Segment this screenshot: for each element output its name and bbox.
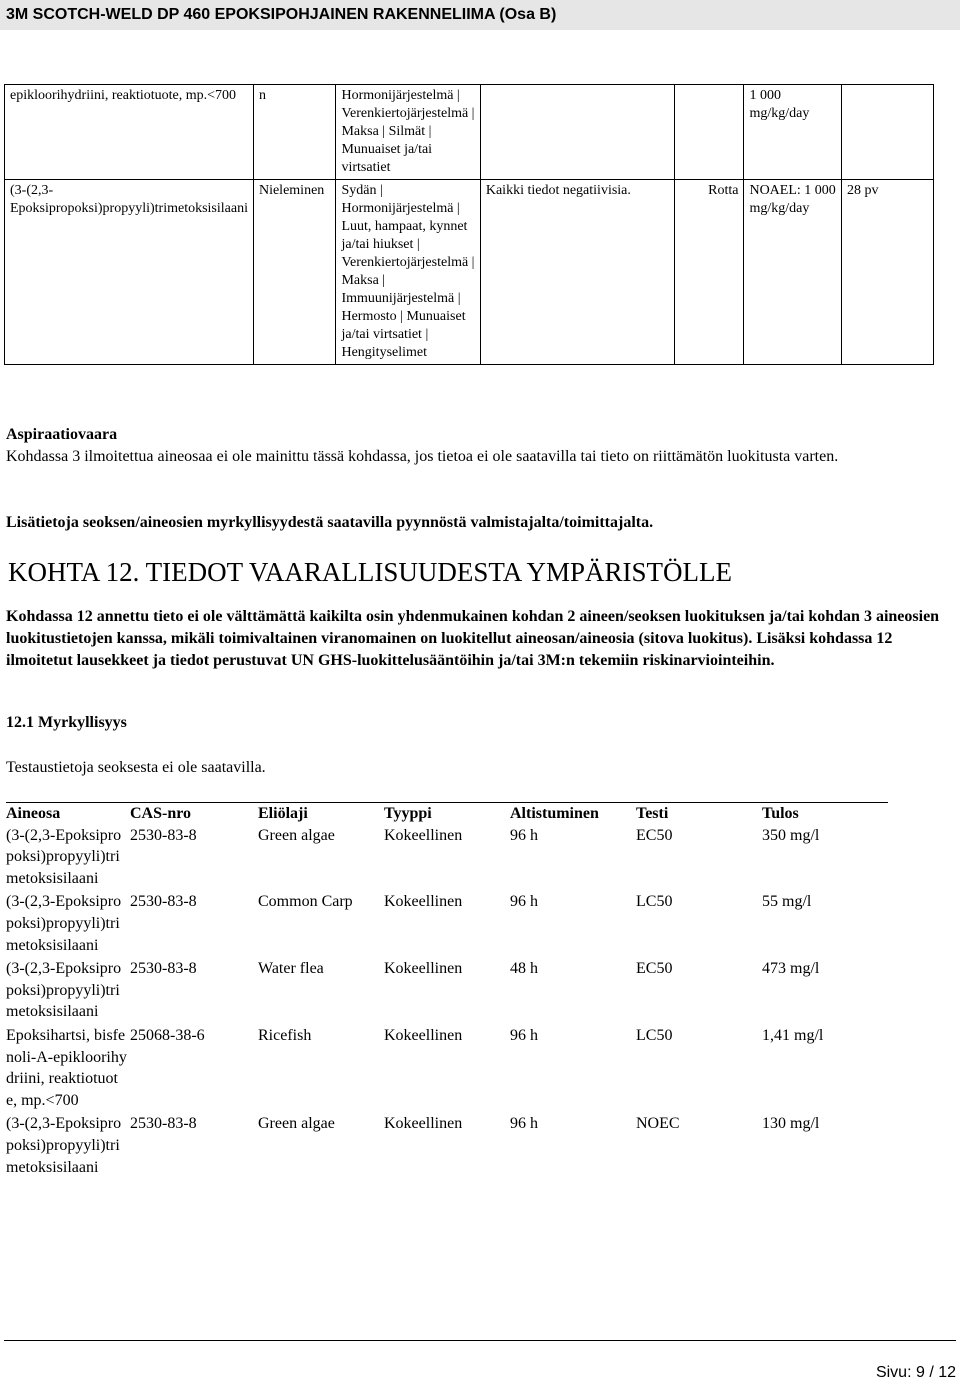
cell-organism: Common Carp: [258, 893, 353, 911]
species: Rotta: [675, 180, 744, 365]
cell-cas: 2530-83-8: [130, 960, 197, 978]
cell-exposure: 96 h: [510, 1115, 538, 1133]
table-row: [5, 180, 934, 365]
duration: 28 pv: [842, 180, 934, 365]
test-value: 1 000 mg/kg/day: [744, 85, 842, 180]
column-header-result: Tulos: [762, 803, 888, 825]
substance-name: epikloorihydriini, reaktiotuote, mp.<700: [5, 85, 254, 180]
cell-organism: Green algae: [258, 1115, 335, 1133]
column-header-exposure: Altistuminen: [510, 803, 636, 825]
cell-substance: (3-(2,3-Epoksipropoksi)propyyli)trimetoksisilaani: [6, 1115, 122, 1176]
cell-type: Kokeellinen: [384, 1026, 463, 1044]
test-value: NOAEL: 1 000 mg/kg/day: [744, 180, 842, 365]
cell-exposure: 96 h: [510, 1026, 538, 1044]
cell-cas: 2530-83-8: [130, 893, 197, 911]
cell-substance: (3-(2,3-Epoksipropoksi)propyyli)trimetoksisilaani: [6, 893, 122, 954]
cell-test: NOEC: [636, 1115, 680, 1133]
document-header: 3M SCOTCH-WELD DP 460 EPOKSIPOHJAINEN RAKENNELIIMA (Osa B): [0, 0, 960, 30]
test-result: Kaikki tiedot negatiivisia.: [480, 180, 674, 365]
table-body: [6, 825, 888, 1181]
cell-organism: Ricefish: [258, 1026, 312, 1044]
cell-result: 130 mg/l: [762, 1115, 820, 1133]
cell-organism: Green algae: [258, 826, 335, 844]
section-12-heading: KOHTA 12. TIEDOT VAARALLISUUDESTA YMPÄRISTÖLLE: [8, 557, 732, 587]
table-header-row: [6, 803, 888, 825]
cell-test: LC50: [636, 893, 673, 911]
footer-divider: [4, 1340, 956, 1341]
subsection-heading: 12.1 Myrkyllisyys: [6, 714, 127, 731]
aspiration-section: [6, 424, 950, 468]
column-header-cas: CAS-nro: [130, 803, 258, 825]
cell-test: EC50: [636, 960, 673, 978]
species: [675, 85, 744, 180]
cell-type: Kokeellinen: [384, 893, 463, 911]
cell-cas: 2530-83-8: [130, 826, 197, 844]
cell-exposure: 96 h: [510, 893, 538, 911]
ecotoxicity-table: [6, 802, 888, 1180]
aspiration-title: Aspiraatiovaara: [6, 426, 118, 443]
cell-exposure: 96 h: [510, 826, 538, 844]
cell-cas: 25068-38-6: [130, 1026, 205, 1044]
table-row: [6, 1113, 888, 1180]
additional-info: Lisätietoja seoksen/aineosien myrkyllisyydestä saatavilla pyynnöstä valmistajalta/toimittajalta.: [6, 514, 654, 531]
cell-cas: 2530-83-8: [130, 1115, 197, 1133]
cell-substance: (3-(2,3-Epoksipropoksi)propyyli)trimetoksisilaani: [6, 826, 122, 887]
target-organs: Hormonijärjestelmä | Verenkiertojärjestelmä | Maksa | Silmät | Munuaiset ja/tai virtsatiet: [336, 85, 480, 180]
cell-organism: Water flea: [258, 960, 324, 978]
cell-result: 350 mg/l: [762, 826, 820, 844]
table-row: [6, 1025, 888, 1113]
cell-substance: Epoksihartsi, bisfenoli-A-epikloorihydriini, reaktiotuote, mp.<700: [6, 1026, 127, 1109]
section-12-intro: Kohdassa 12 annettu tieto ei ole välttämättä kaikilta osin yhdenmukainen kohdan 2 aineen/seoksen luokituksen ja/tai kohdan 3 aineosien luokitustietojen kanssa, mikäli toimivaltainen viranomainen on luokitellut aineosan/aineosia (sitova luokitus). Lisäksi kohdassa 12 ilmoitetut lausekkeet ja tiedot perustuvat UN GHS-luokittelusääntöihin ja/tai 3M:n tekemiin riskinarviointeihin.: [6, 608, 940, 669]
cell-type: Kokeellinen: [384, 960, 463, 978]
page-number: Sivu: 9 / 12: [875, 1364, 956, 1381]
column-header-test: Testi: [636, 803, 762, 825]
exposure-route: n: [253, 85, 336, 180]
test-result: [480, 85, 674, 180]
exposure-route: Nieleminen: [253, 180, 336, 365]
substance-name: (3-(2,3-Epoksipropoksi)propyyli)trimetoksisilaani: [5, 180, 254, 365]
table-row: [5, 85, 934, 180]
target-organs: Sydän | Hormonijärjestelmä | Luut, hampaat, kynnet ja/tai hiukset | Verenkiertojärjestelmä | Maksa | Immuunijärjestelmä | Hermosto | Munuaiset ja/tai virtsatiet | Hengityselimet: [336, 180, 480, 365]
cell-result: 1,41 mg/l: [762, 1026, 824, 1044]
cell-result: 55 mg/l: [762, 893, 812, 911]
cell-result: 473 mg/l: [762, 960, 820, 978]
cell-substance: (3-(2,3-Epoksipropoksi)propyyli)trimetoksisilaani: [6, 960, 122, 1021]
cell-type: Kokeellinen: [384, 1115, 463, 1133]
toxicity-table: [4, 84, 934, 365]
cell-test: EC50: [636, 826, 673, 844]
aspiration-text: Kohdassa 3 ilmoitettua aineosaa ei ole mainittu tässä kohdassa, jos tietoa ei ole saatavilla tai tieto on riittämätön luokitusta varten.: [6, 448, 839, 465]
column-header-type: Tyyppi: [384, 803, 510, 825]
duration: [842, 85, 934, 180]
column-header-substance: Aineosa: [6, 803, 130, 825]
subsection-text: Testaustietoja seoksesta ei ole saatavilla.: [6, 759, 266, 776]
column-header-organism: Eliölaji: [258, 803, 384, 825]
cell-exposure: 48 h: [510, 960, 538, 978]
table-row: [6, 825, 888, 892]
cell-test: LC50: [636, 1026, 673, 1044]
table-row: [6, 891, 888, 958]
table-row: [6, 958, 888, 1025]
cell-type: Kokeellinen: [384, 826, 463, 844]
